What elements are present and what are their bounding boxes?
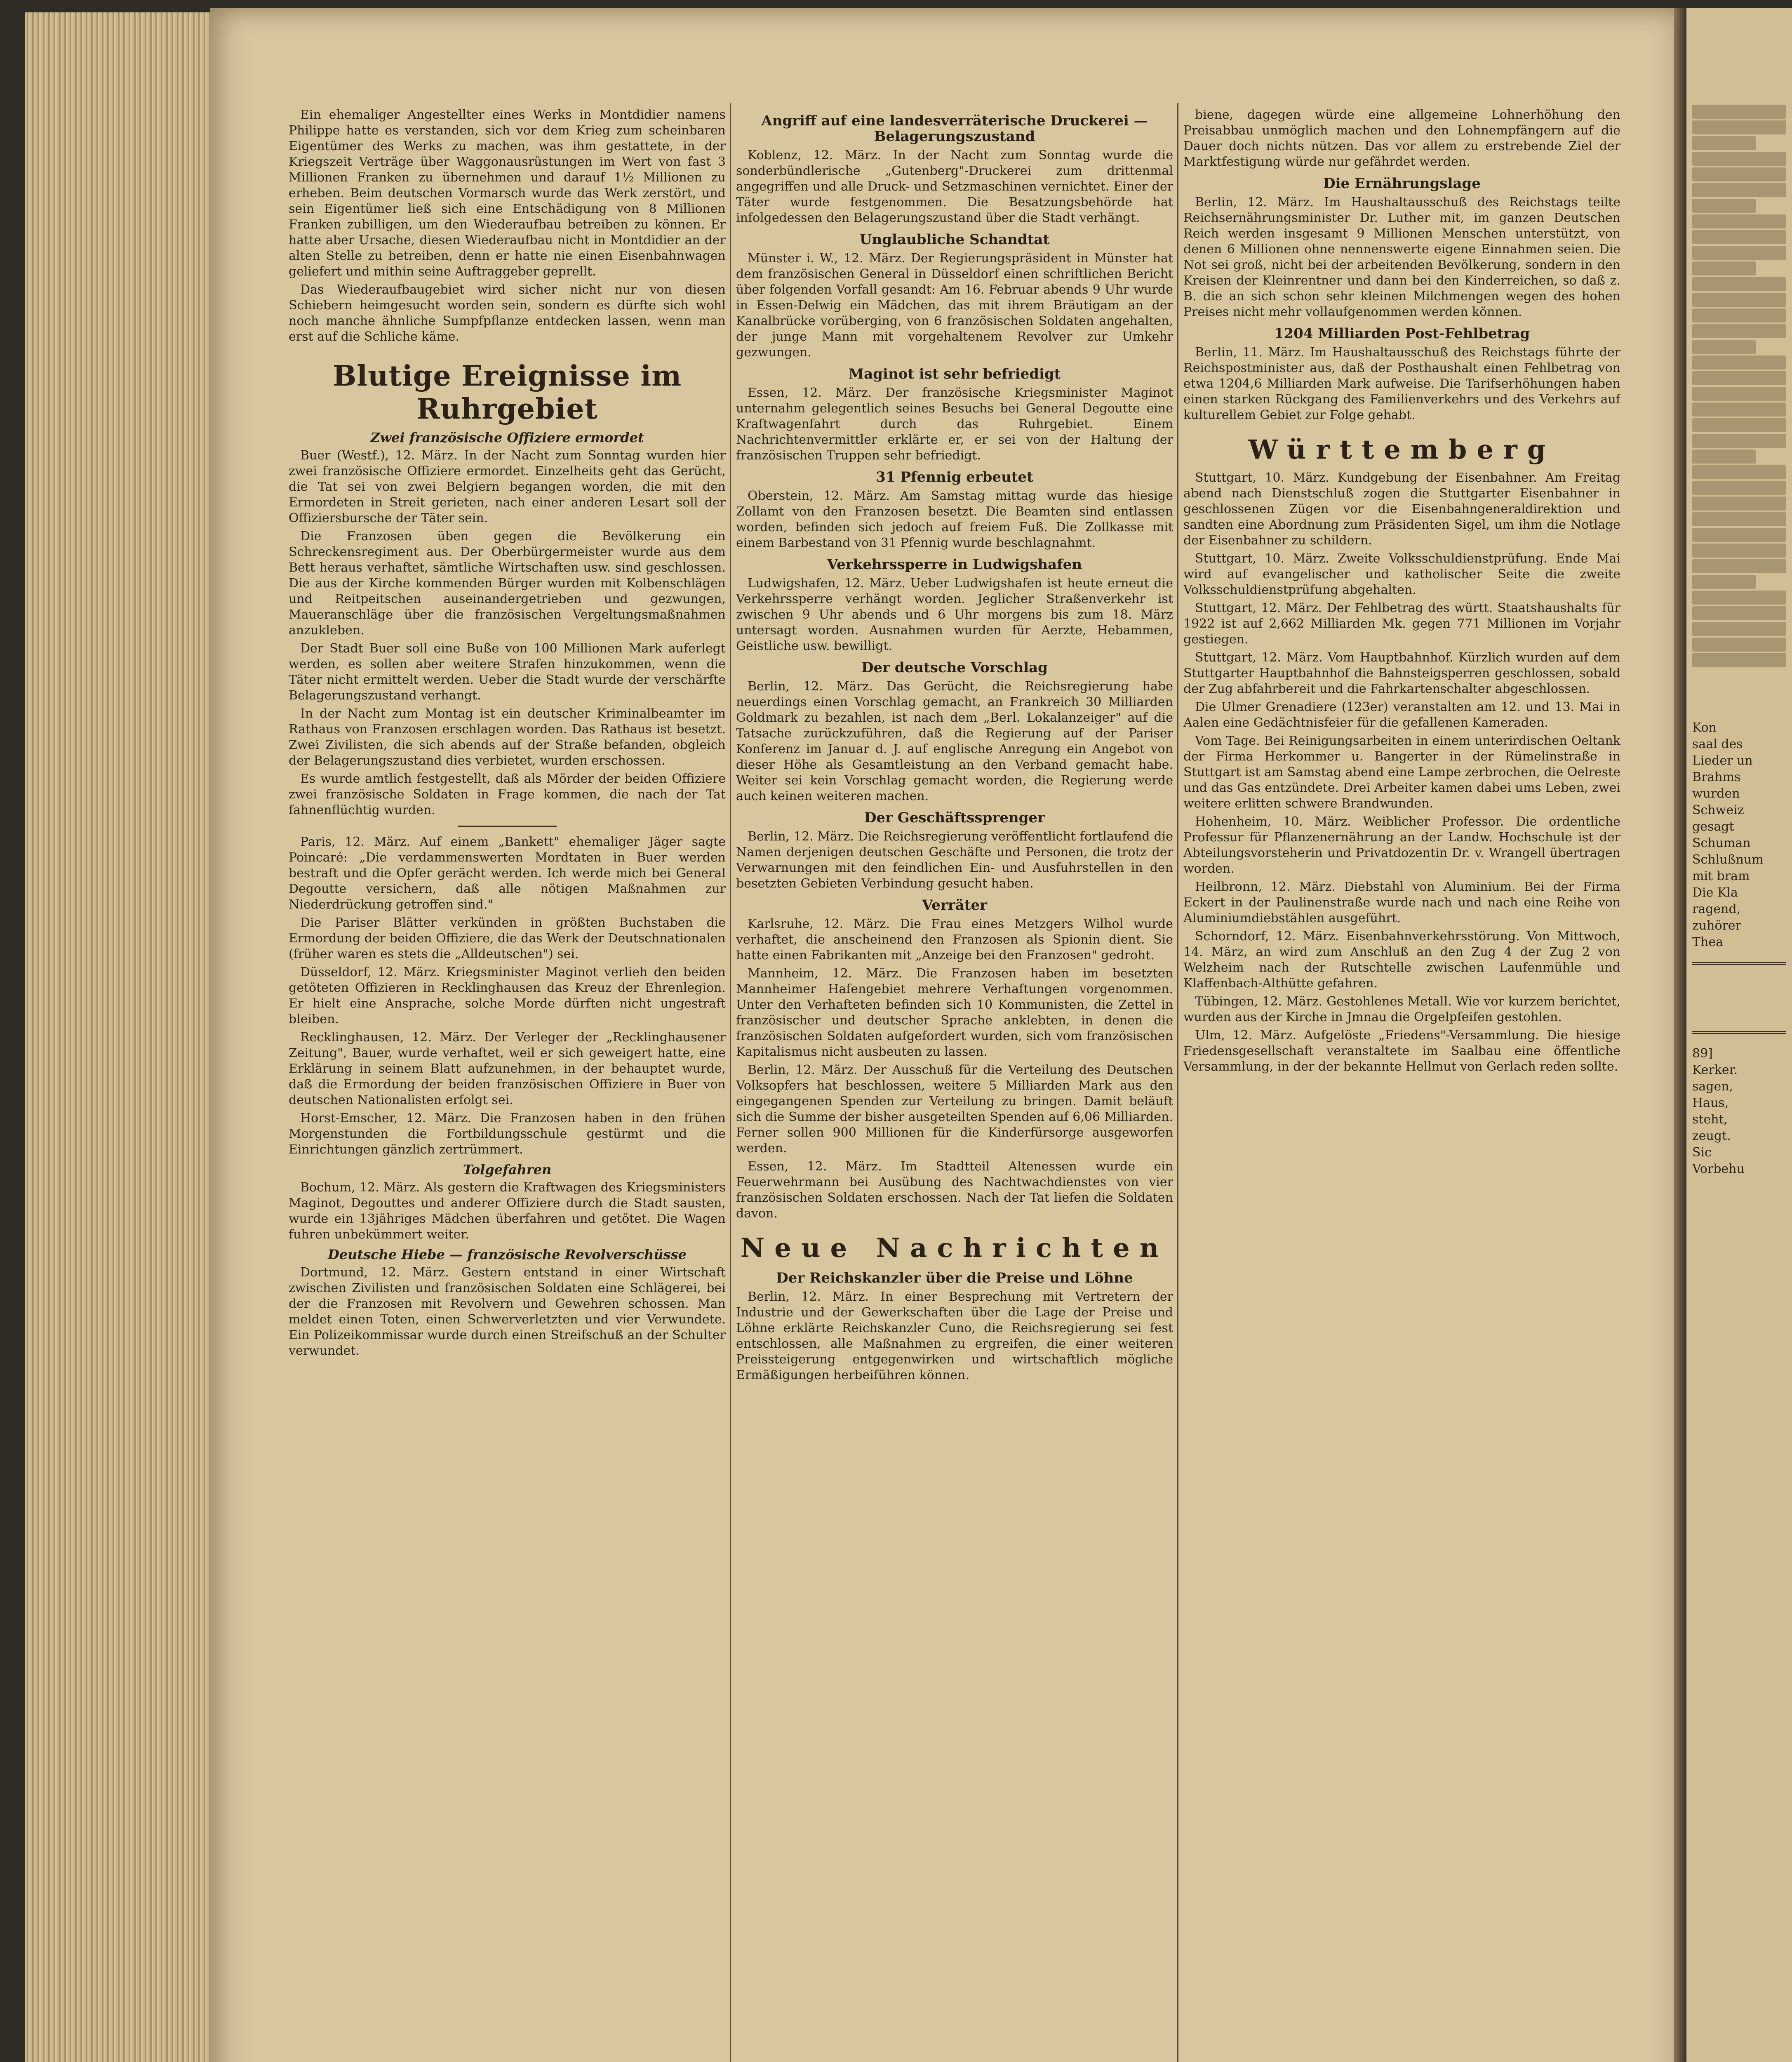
text-line (1692, 497, 1786, 511)
article-paragraph: Ein ehemaliger Angestellter eines Werks in Montdidier namens Philippe hatte es verstanden, sich vor dem Krieg zum scheinbaren Eigentümer des Werks zu machen, was ihm gestattete, in der Kriegszeit Verträge über Waggonausrüstungen im Wert von fast 3 Millionen Franken zu übernehmen und darauf 1½ Millionen zu erheben. Beim deutschen Vormarsch wurde das Werk zerstört, und sein Eigentümer ließ sich eine Entschädigung von 8 Millionen Franken zubilligen, um den Wiederaufbau betreiben zu können. Er hatte aber Ursache, diesen Wiederaufbau nicht in Montdidier an der alten Stelle zu betreiben, denn er hatte nie einen Eisenbahnwagen geliefert und mithin seine Auftraggeber geprellt. (289, 108, 726, 279)
fragment: zuhörer (1692, 918, 1741, 933)
text-line (1692, 403, 1786, 417)
article-paragraph: Die Ulmer Grenadiere (123er) veranstalten am 12. und 13. Mai in Aalen eine Gedächtnisfeier für die gefallenen Kameraden. (1183, 700, 1620, 730)
fragment: mit bram (1692, 869, 1750, 883)
text-line (1692, 199, 1756, 213)
text-line (1692, 544, 1786, 558)
article-paragraph: Essen, 12. März. Im Stadtteil Altenessen wurde ein Feuerwehrmann bei Ausübung des Nachtwachdienstes von vier französischen Soldaten erschossen. Nach der Tat liefen die Soldaten davon. (736, 1159, 1173, 1221)
fragment: zeugt. (1692, 1129, 1731, 1143)
column-rule (730, 103, 731, 2062)
subheading: Die Ernährungslage (1323, 175, 1481, 192)
fragment: Kerker. (1692, 1063, 1738, 1077)
column-rule (1177, 103, 1178, 2062)
article-paragraph: Das Wiederaufbaugebiet wird sicher nicht nur von diesen Schiebern heimgesucht worden sein, sondern es dürfte sich wohl noch manche ähnliche Sumpfpflanze entdecken lassen, wenn man erst auf die Schliche käme. (289, 282, 726, 344)
article-paragraph: Berlin, 11. März. Im Haushaltausschuß des Reichstags führte der Reichspostminister aus, daß der Posthaushalt einen Fehlbetrag von etwa 1204,6 Milliarden Mark aufweise. Die Tarifserhöhungen haben einen starken Rückgang des Familienverkehrs und des Verkehrs auf kulturellem Gebiet zur Folge gehabt. (1183, 345, 1620, 422)
article-paragraph: Berlin, 12. März. Im Haushaltausschuß des Reichstags teilte Reichsernährungsminister Dr. Luther mit, im ganzen Deutschen Reich werden insgesamt 9 Millionen Menschen unterstützt, von denen 6 Millionen ohne nennenswerte eigene Einnahmen seien. Die Not sei groß, nicht bei der arbeitenden Bevölkerung, sondern in den Kreisen der Kleinrentner und dann bei den Kinderreichen, so daß z. B. die an sich schon sehr kleinen Milchmengen wegen des hohen Preises nicht mehr vollaufgenommen werden können. (1183, 195, 1620, 319)
subheading: Verkehrssperre in Ludwigshafen (827, 556, 1082, 573)
text-line (1692, 606, 1786, 620)
text-line (1692, 591, 1786, 605)
text-line (1692, 308, 1786, 322)
text-line (1692, 653, 1786, 667)
article-paragraph: Recklinghausen, 12. März. Der Verleger der „Recklinghausener Zeitung", Bauer, wurde verhaftet, weil er sich geweigert hatte, eine Erklärung in seinem Blatt aufzunehmen, in der behauptet wurde, daß die Ermordung der beiden französischen Offiziere in Buer von deutschen Nationalisten erfolgt sei. (289, 1030, 726, 1107)
subheading: 31 Pfennig erbeutet (876, 469, 1033, 485)
article-paragraph: Berlin, 12. März. Der Ausschuß für die Verteilung des Deutschen Volksopfers hat beschlossen, weitere 5 Milliarden Mark aus den eingegangenen Spenden zur Verteilung zu bringen. Damit beläuft sich die Summe der bisher ausgeteilten Spenden auf 6,06 Milliarden. Ferner sollen 900 Millionen für die Kinderfürsorge ausgeworfen werden. (736, 1063, 1173, 1156)
fragment: Haus, (1692, 1096, 1729, 1110)
text-line (1692, 277, 1786, 291)
text-line (1692, 293, 1786, 307)
subheading: Zwei französische Offiziere ermordet (370, 430, 644, 445)
article-paragraph: Stuttgart, 10. März. Kundgebung der Eisenbahner. Am Freitag abend nach Dienstschluß zogen die Stuttgarter Eisenbahner in geschlossenen Zügen vor die Eisenbahngeneraldirektion und sandten eine Abordnung zum Präsidenten Sigel, um ihm die Notlage der Eisenbahner zu schildern. (1183, 471, 1620, 548)
text-line (1692, 638, 1786, 652)
article-paragraph: Schorndorf, 12. März. Eisenbahnverkehrsstörung. Von Mittwoch, 14. März, an wird zum Anschluß an den Zug 4 der Zug 2 von Welzheim nach der Rutschtelle zwischen Laufenmühle und Klaffenbach-Althütte gefahren. (1183, 929, 1620, 991)
subheading: Angriff auf eine landesverräterische Druckerei — Belagerungszustand (761, 113, 1148, 145)
fragment: Schlußnum (1692, 852, 1764, 867)
text-line (1692, 214, 1786, 228)
fragment: Schweiz (1692, 803, 1744, 817)
article-paragraph: Dortmund, 12. März. Gestern entstand in einer Wirtschaft zwischen Zivilisten und französischen Soldaten eine Schlägerei, bei der die Franzosen mit Revolvern und Gewehren schossen. Man meldet einen Toten, einen Schwerverletzten und vier Verwundete. Ein Polizeikommissar wurde durch einen Streifschuß an der Schulter verwundet. (289, 1265, 726, 1358)
article-paragraph: Die Pariser Blätter verkünden in größten Buchstaben die Ermordung der beiden Offiziere, die das Werk der Deutschnationalen (früher waren es stets die „Alldeutschen") sei. (289, 916, 726, 961)
subheading: Verräter (922, 897, 987, 913)
article-paragraph: Hohenheim, 10. März. Weiblicher Professor. Die ordentliche Professur für Pflanzenernährung an der Landw. Hochschule ist der Abteilungsvorsteherin und Privatdozentin Dr. v. Wrangell übertragen worden. (1183, 814, 1620, 876)
text-line (1692, 340, 1756, 354)
fragment: ragend, (1692, 902, 1741, 916)
fragment: Die Kla (1692, 885, 1738, 900)
article-paragraph: Paris, 12. März. Auf einem „Bankett" ehemaliger Jäger sagte Poincaré: „Die verdammenswerten Mordtaten in Buer werden bestraft und die Opfer gerächt werden. Ich werde mich bei General Degoutte versichern, daß alle nötigen Maßnahmen zur Niederdrückung getroffen sind." (289, 835, 726, 912)
article-paragraph: Koblenz, 12. März. In der Nacht zum Sonntag wurde die sonderbündlerische „Gutenberg"-Druckerei zum drittenmal angegriffen und alle Druck- und Setzmaschinen vernichtet. Einer der Täter wurde festgenommen. Die Besatzungsbehörde hat infolgedessen den Belagerungszustand über die Stadt verhängt. (736, 148, 1173, 225)
article-paragraph: Berlin, 12. März. In einer Besprechung mit Vertretern der Industrie und der Gewerkschaften über die Lage der Preise und Löhne erklärte Reichskanzler Cuno, die Reichsregierung sei fest entschlossen, alle Maßnahmen zu ergreifen, die einer weiteren Preissteigerung entgegenwirken und wirtschaftlich mögliche Ermäßigungen herbeiführen können. (736, 1290, 1173, 1382)
article-paragraph: Münster i. W., 12. März. Der Regierungspräsident in Münster hat dem französischen General in Düsseldorf einen schriftlichen Bericht über folgenden Vorfall gesandt: Am 16. Februar abends 9 Uhr wurde in Essen-Delwig ein Mädchen, das mit ihrem Bräutigam an der Kanalbrücke vorüberging, von 6 französischen Soldaten angehalten, der junge Mann mit vorgehaltenem Revolver zur Umkehr gezwungen. (736, 251, 1173, 360)
text-line (1692, 512, 1786, 526)
text-line (1692, 120, 1786, 134)
fragment: Lieder un (1692, 753, 1753, 768)
text-line (1692, 465, 1786, 479)
headline-ruhrgebiet: Blutige Ereignisse im Ruhrgebiet (332, 360, 682, 426)
article-paragraph: Vom Tage. Bei Reinigungsarbeiten in einem unterirdischen Oeltank der Firma Herkommer u. Bangerter in der Rümelinstraße in Stuttgart ist am Samstag abend eine Lampe zerbrochen, die Oelreste und das Gas entzündete. Drei Arbeiter kamen dabei ums Leben, zwei weitere erlitten schwere Brandwunden. (1183, 734, 1620, 811)
separator (458, 826, 557, 827)
text-line (1692, 324, 1786, 338)
article-paragraph: Ludwigshafen, 12. März. Ueber Ludwigshafen ist heute erneut die Verkehrssperre verhängt worden. Jeglicher Straßenverkehr ist zwischen 9 Uhr abends und 6 Uhr morgens bis zum 18. März untersagt worden. Ausnahmen wurden für Aerzte, Hebammen, Geistliche usw. bewilligt. (736, 576, 1173, 653)
column-3 (1183, 107, 1620, 2062)
text-line (1692, 575, 1756, 589)
article-paragraph: Es wurde amtlich festgestellt, daß als Mörder der beiden Offiziere zwei französische Soldaten in Frage kommen, die nach der Tat fahnenflüchtig wurden. (289, 772, 726, 817)
column-1 (289, 107, 726, 2062)
text-line (1692, 355, 1786, 370)
text-line (1692, 105, 1786, 119)
text-line (1692, 152, 1786, 166)
subheading: 1204 Milliarden Post-Fehlbetrag (1274, 325, 1530, 342)
article-paragraph: Berlin, 12. März. Die Reichsregierung veröffentlicht fortlaufend die Namen derjenigen deutschen Geschäfte und Personen, die trotz der Verwarnungen mit den feindlichen Ein- und Ausfuhrstellen in den besetzten Gebieten Verbindung gesucht haben. (736, 829, 1173, 891)
article-paragraph: Oberstein, 12. März. Am Samstag mittag wurde das hiesige Zollamt von den Franzosen besetzt. Die Beamten sind entlassen worden, befinden sich jedoch auf freiem Fuß. Die Zollkasse mit einem Barbestand von 31 Pfennig wurde beschlagnahmt. (736, 489, 1173, 550)
article-paragraph: Karlsruhe, 12. März. Die Frau eines Metzgers Wilhol wurde verhaftet, die anscheinend den Franzosen als Spionin dient. Sie hatte einen Fabrikanten mit „Anzeige bei den Franzosen" gedroht. (736, 917, 1173, 963)
fragment: wurden (1692, 786, 1740, 801)
subheading: Tolgefahren (463, 1162, 552, 1177)
fragment: 89] (1692, 1046, 1713, 1061)
article-paragraph: Stuttgart, 12. März. Der Fehlbetrag des württ. Staatshaushalts für 1922 ist auf 2,662 Milliarden Mk. gegen 771 Millionen im Vorjahr gestiegen. (1183, 601, 1620, 647)
page-edges-stack (25, 12, 213, 2062)
text-line (1692, 246, 1786, 260)
subheading: Der Geschäftssprenger (864, 810, 1045, 826)
text-line (1692, 230, 1786, 244)
fragment: Kon (1692, 720, 1717, 735)
text-line (1692, 261, 1756, 275)
fragment: Thea (1692, 935, 1723, 949)
article-paragraph: biene, dagegen würde eine allgemeine Lohnerhöhung den Preisabbau unmöglich machen und den Lohnempfängern auf die Dauer doch nichts nützen. Das vor allem zu erstrebende Ziel der Marktfestigung würde nur gefährdet werden. (1183, 108, 1620, 169)
ornament-frame (1692, 962, 1786, 1034)
subheading: Unglaubliche Schandtat (859, 231, 1050, 248)
fragment: saal des (1692, 737, 1743, 751)
book-gutter (1674, 8, 1686, 2062)
fragment: Schuman (1692, 836, 1751, 850)
fragment: steht, (1692, 1112, 1728, 1127)
article-paragraph: In der Nacht zum Montag ist ein deutscher Kriminalbeamter im Rathaus von Franzosen erschlagen worden. Das Rathaus ist besetzt. Zwei Zivilisten, die sich abends auf der Straße befanden, obgleich der Belagerungszustand dies verbietet, wurden erschossen. (289, 706, 726, 768)
article-paragraph: Ulm, 12. März. Aufgelöste „Friedens"-Versammlung. Die hiesige Friedensgesellschaft veranstaltete im Saalbau eine öffentliche Versammlung, in der der bekannte Hellmut von Gerlach reden sollte. (1183, 1028, 1620, 1074)
article-paragraph: Essen, 12. März. Der französische Kriegsminister Maginot unternahm gelegentlich seines Besuchs bei General Degoutte eine Kraftwagenfahrt durch das Ruhrgebiet. Einem Nachrichtenvermittler erklärte er, er sei von der Haltung der französischen Truppen sehr befriedigt. (736, 386, 1173, 463)
text-line (1692, 528, 1786, 542)
text-line (1692, 450, 1756, 464)
subheading: Deutsche Hiebe — französische Revolverschüsse (327, 1247, 687, 1262)
text-line (1692, 559, 1786, 573)
text-line (1692, 136, 1756, 150)
text-line (1692, 371, 1786, 385)
article-paragraph: Die Franzosen üben gegen die Bevölkerung ein Schreckensregiment aus. Der Oberbürgermeister wurde aus dem Bett heraus verhaftet, sämtliche Wirtschaften usw. sind geschlossen. Die aus der Kirche kommenden Bürger wurden mit Kolbenschlägen und Reitpeitschen auseinandergetrieben und gezwungen, Maueranschläge über die französischen Vergeltungsmaßnahmen anzukleben. (289, 529, 726, 638)
text-line (1692, 167, 1786, 181)
subheading: Maginot ist sehr befriedigt (848, 366, 1061, 382)
text-line (1692, 418, 1786, 432)
article-paragraph: Düsseldorf, 12. März. Kriegsminister Maginot verlieh den beiden getöteten Offizieren in Recklinghausen das Kreuz der Ehrenlegion. Er hielt eine Ansprache, solche Morde dürften nicht ungestraft bleiben. (289, 965, 726, 1026)
article-paragraph: Stuttgart, 12. März. Vom Hauptbahnhof. Kürzlich wurden auf dem Stuttgarter Hauptbahnhof die Bahnsteigsperren geschlossen, sobald der Zug abfahrbereit und die Fahrkartenschalter abgeschlossen. (1183, 650, 1620, 696)
article-paragraph: Der Stadt Buer soll eine Buße von 100 Millionen Mark auferlegt werden, es sollen aber weitere Strafen hinzukommen, wenn die Täter nicht ermittelt werden. Ueber die Stadt wurde der verschärfte Belagerungszustand verhangt. (289, 641, 726, 703)
fragment: Sic (1692, 1145, 1712, 1160)
fragment: Brahms (1692, 770, 1741, 784)
fragment: sagen, (1692, 1079, 1733, 1094)
headline-neue-nachrichten: Neue Nachrichten (740, 1233, 1169, 1264)
fragment: gesagt (1692, 819, 1734, 834)
article-paragraph: Tübingen, 12. März. Gestohlenes Metall. Wie vor kurzem berichtet, wurden aus der Kirche in Jmnau die Orgelpfeifen gestohlen. (1183, 994, 1620, 1024)
article-paragraph: Stuttgart, 10. März. Zweite Volksschuldienstprüfung. Ende Mai wird auf evangelischer und katholischer Seite die zweite Volksschuldienstprüfung abgehalten. (1183, 551, 1620, 597)
article-paragraph: Mannheim, 12. März. Die Franzosen haben im besetzten Mannheimer Hafengebiet mehrere Verhaftungen vorgenommen. Unter den Verhafteten befinden sich 10 Kommunisten, die Zettel in französischer und deutscher Sprache anklebten, in denen die französischen Soldaten aufgefordert wurden, sich vom französischen Kapitalismus nicht ausbeuten zu lassen. (736, 966, 1173, 1059)
article-paragraph: Buer (Westf.), 12. März. In der Nacht zum Sonntag wurden hier zwei französische Offiziere ermordet. Einzelheits geht das Gerücht, die Tat sei von zwei Belgiern begangen worden, die mit den Ermordeten in Streit gerieten, nach einer anderen Lesart soll der Offiziersbursche der Täter sein. (289, 448, 726, 525)
headline-wuerttemberg: Württemberg (1248, 434, 1556, 465)
article-paragraph: Horst-Emscher, 12. März. Die Franzosen haben in den frühen Morgenstunden die Fortbildungsschule gestürmt und die Einrichtungen gänzlich zertrümmert. (289, 1111, 726, 1157)
text-line (1692, 622, 1786, 636)
article-paragraph: Berlin, 12. März. Das Gerücht, die Reichsregierung habe neuerdings einen Vorschlag gemacht, an Frankreich 30 Milliarden Goldmark zu bezahlen, ist nach dem „Berl. Lokalanzeiger" auf die Tatsache zurückzuführen, daß die Regierung auf der Pariser Konferenz im Januar d. J. auf englische Anregung ein Angebot von dieser Höhe als Gesamtleistung an den Verband gemacht habe. Weiter sei kein Vorschlag gemacht worden, die Regierung werde auch keinen weiteren machen. (736, 679, 1173, 803)
subheading: Der Reichskanzler über die Preise und Löhne (776, 1270, 1133, 1286)
article-paragraph: Bochum, 12. März. Als gestern die Kraftwagen des Kriegsministers Maginot, Degouttes und anderer Offiziere durch die Stadt sausten, wurde ein 13jähriges Mädchen überfahren und getötet. Die Wagen fuhren unbekümmert weiter. (289, 1180, 726, 1242)
next-page-edge (1686, 8, 1792, 2062)
text-line (1692, 481, 1786, 495)
article-paragraph: Heilbronn, 12. März. Diebstahl von Aluminium. Bei der Firma Eckert in der Paulinenstraße wurde nach und nach eine Reihe von Aluminiumdiebstählen ausgeführt. (1183, 880, 1620, 925)
text-line (1692, 183, 1786, 197)
column-2 (736, 107, 1173, 2062)
fragment: Vorbehu (1692, 1162, 1745, 1176)
text-line (1692, 387, 1786, 401)
text-line (1692, 434, 1786, 448)
subheading: Der deutsche Vorschlag (861, 659, 1048, 676)
